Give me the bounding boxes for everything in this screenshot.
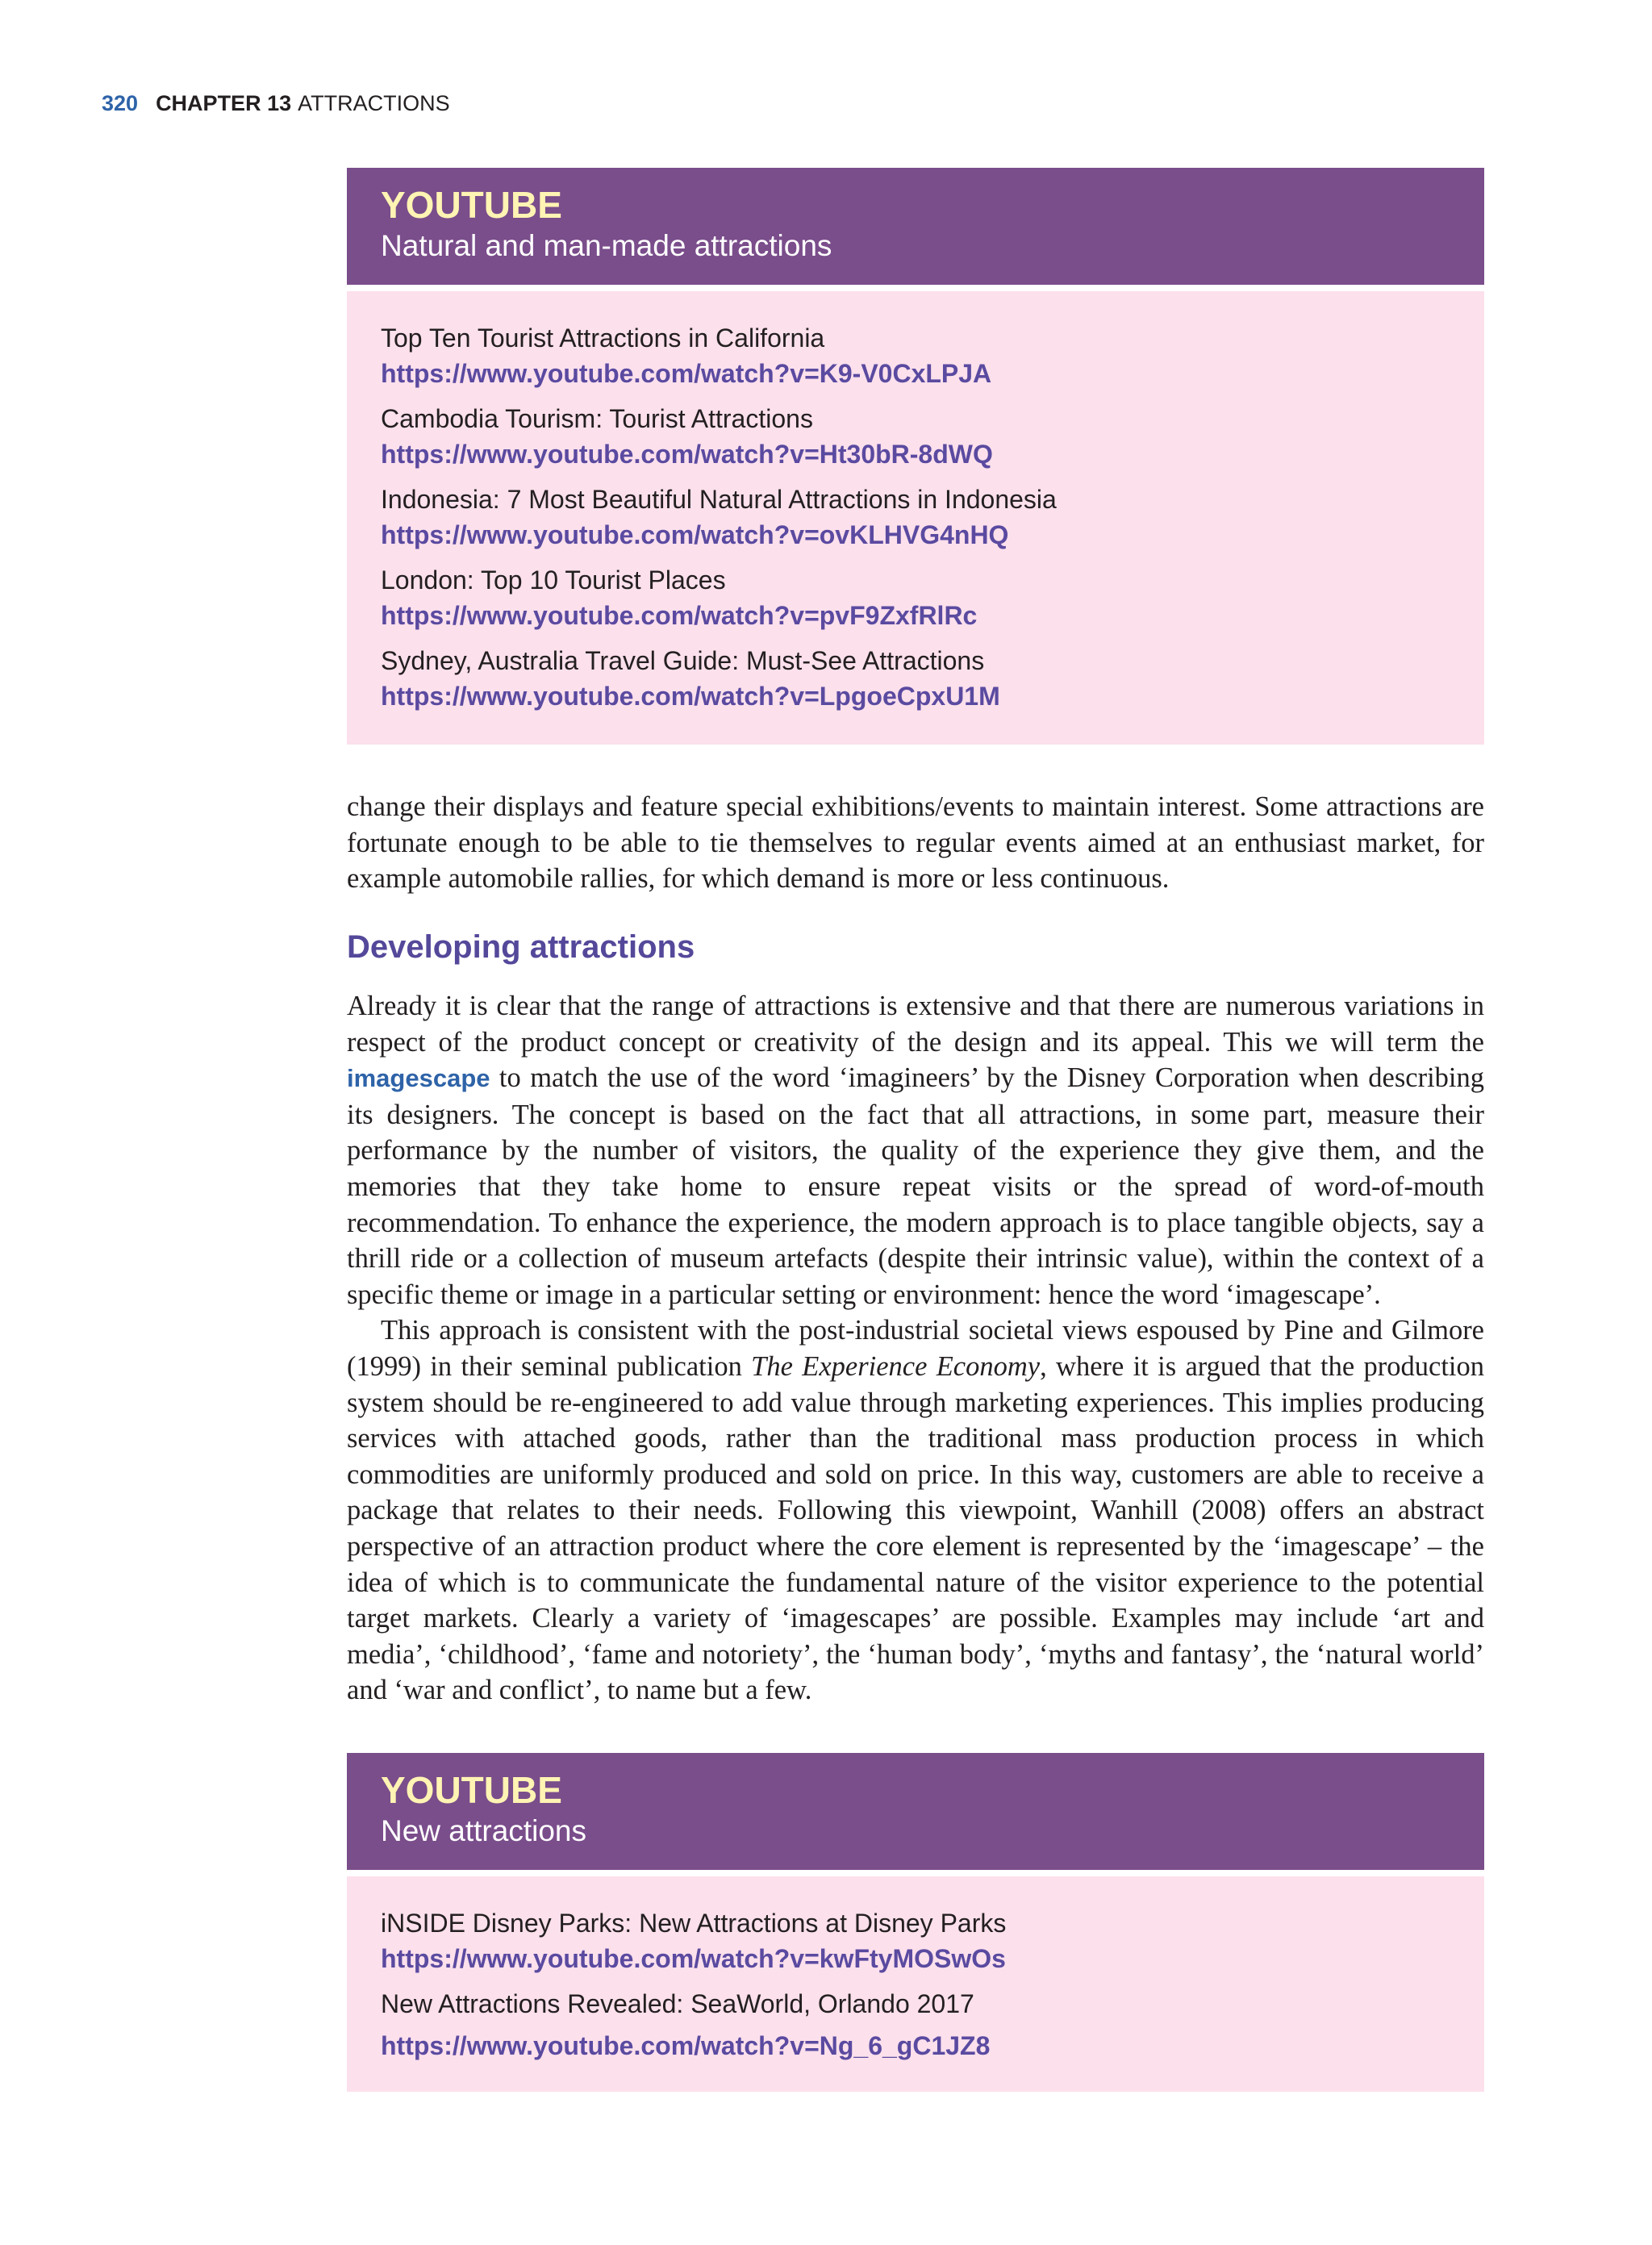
book-title: The Experience Economy bbox=[751, 1350, 1041, 1382]
key-term: imagescape bbox=[347, 1064, 490, 1093]
video-entry bbox=[381, 401, 1450, 472]
text-run: , where it is argued that the production system should be re-engineered to add value through marketing experiences. This implies producing services with attached goods, rather than the traditional mass production process in which commodities are uniformly produced and sold on price. In this way, customers are able to receive a package that relates to their needs. Following this viewpoint, Wanhill (2008) offers an abstract perspective of an attraction product where the core element is represented by the ‘imagescape’ – the idea of which is to communicate the fundamental nature of the visitor experience to the potential target markets. Clearly a variety of ‘imagescapes’ are possible. Examples may include ‘art and media’, ‘childhood’, ‘fame and notoriety’, the ‘human body’, ‘myths and fantasy’, the ‘natural world’ and ‘war and conflict’, to name but a few. bbox=[347, 1350, 1484, 1706]
youtube-box-new-attractions bbox=[347, 1753, 1484, 2092]
running-head bbox=[102, 87, 450, 119]
video-link[interactable]: https://www.youtube.com/watch?v=Ht30bR-8dWQ bbox=[381, 440, 993, 469]
video-title: Sydney, Australia Travel Guide: Must-See Attractions bbox=[381, 646, 985, 675]
page-number: 320 bbox=[102, 91, 139, 115]
intro-paragraph: change their displays and feature special exhibitions/events to maintain interest. Some attractions are fortunate enough to be able to tie themselves to regular events aimed at an enthusiast market, for example automobile rallies, for which demand is more or less continuous. bbox=[347, 791, 1484, 895]
section-heading: Developing attractions bbox=[347, 929, 695, 965]
video-entry bbox=[381, 1905, 1450, 1976]
video-entry bbox=[381, 562, 1450, 633]
youtube-box-label: YOUTUBE bbox=[381, 1769, 562, 1811]
video-link[interactable]: https://www.youtube.com/watch?v=Ng_6_gC1JZ8 bbox=[381, 2031, 991, 2060]
youtube-box-body bbox=[347, 291, 1484, 745]
video-title: London: Top 10 Tourist Places bbox=[381, 565, 726, 595]
video-link[interactable]: https://www.youtube.com/watch?v=kwFtyMOSwOs bbox=[381, 1944, 1006, 1973]
youtube-box-header bbox=[347, 168, 1484, 285]
video-entry bbox=[381, 643, 1450, 714]
chapter-title: ATTRACTIONS bbox=[298, 91, 450, 115]
paragraph-experience-economy bbox=[347, 1312, 1484, 1709]
video-title: iNSIDE Disney Parks: New Attractions at Disney Parks bbox=[381, 1909, 1007, 1938]
paragraph-imagescape bbox=[347, 988, 1484, 1312]
video-title: Cambodia Tourism: Tourist Attractions bbox=[381, 404, 813, 433]
youtube-box-subtitle: New attractions bbox=[381, 1814, 586, 1847]
video-link[interactable]: https://www.youtube.com/watch?v=LpgoeCpxU1M bbox=[381, 682, 1000, 711]
youtube-box-label: YOUTUBE bbox=[381, 184, 562, 226]
text-run: Already it is clear that the range of attractions is extensive and that there are numerous variations in respect of the product concept or creativity of the design and its appeal. This we will term the bbox=[347, 991, 1484, 1058]
chapter-label: CHAPTER 13 bbox=[156, 91, 292, 115]
text-run: This approach is consistent with the post-industrial societal views espoused by Pine and Gilmore (1999) in their seminal publication bbox=[347, 1315, 1484, 1382]
video-link[interactable]: https://www.youtube.com/watch?v=K9-V0CxLPJA bbox=[381, 359, 992, 388]
video-entry bbox=[381, 482, 1450, 553]
youtube-box-subtitle: Natural and man-made attractions bbox=[381, 229, 832, 262]
video-link[interactable]: https://www.youtube.com/watch?v=ovKLHVG4nHQ bbox=[381, 520, 1009, 549]
video-entry bbox=[381, 1986, 1450, 2063]
video-link[interactable]: https://www.youtube.com/watch?v=pvF9ZxfRlRc bbox=[381, 601, 978, 630]
video-entry bbox=[381, 320, 1450, 391]
video-title: Top Ten Tourist Attractions in California bbox=[381, 323, 825, 353]
video-title: Indonesia: 7 Most Beautiful Natural Attractions in Indonesia bbox=[381, 485, 1057, 514]
text-run: to match the use of the word ‘imagineers’ by the Disney Corporation when describing its designers. The concept is based on the fact that all attractions, in some part, measure their performance by the number of visitors, the quality of the experience they give them, and the memories that they take home to ensure repeat visits or the spread of word-of-mouth recommendation. To enhance the experience, the modern approach is to place tangible objects, say a thrill ride or a collection of museum artefacts (despite their intrinsic value), within the context of a specific theme or image in a particular setting or environment: hence the word ‘imagescape’. bbox=[347, 1062, 1484, 1310]
section-body bbox=[347, 988, 1484, 1709]
youtube-box-header bbox=[347, 1753, 1484, 1870]
youtube-box-natural-attractions bbox=[347, 168, 1484, 745]
youtube-box-body bbox=[347, 1876, 1484, 2092]
body-text-intro bbox=[347, 789, 1484, 897]
video-title: New Attractions Revealed: SeaWorld, Orlando 2017 bbox=[381, 1989, 974, 2018]
